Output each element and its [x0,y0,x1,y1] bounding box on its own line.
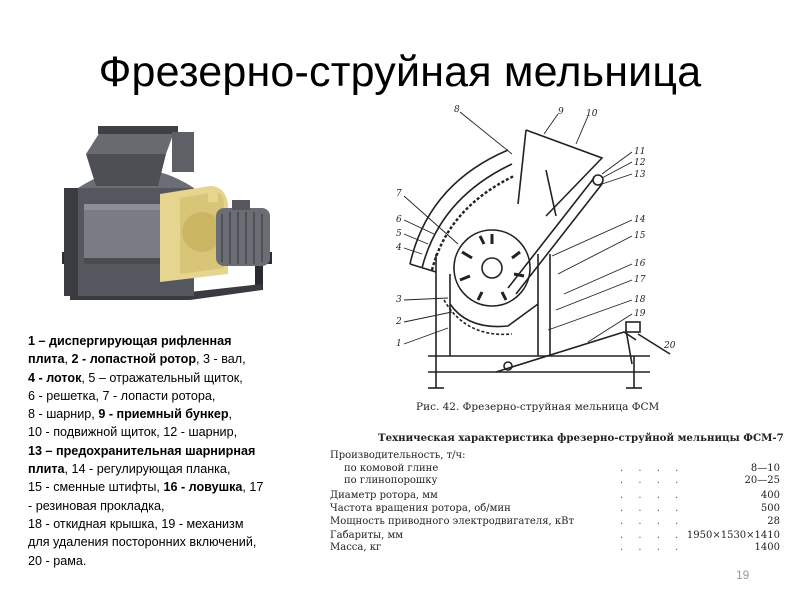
diagram-label-18: 18 [634,295,646,305]
spec-leader-dots: . . . . [620,516,685,527]
spec-leader-dots: . . . . [620,475,685,486]
legend-segment: , 17 [242,480,264,495]
legend-line [28,497,328,515]
page-number: 19 [736,568,750,582]
spec-leader-dots: . . . . [620,490,685,501]
spec-leader-dots: . . . . [620,503,685,514]
spec-row [330,490,780,502]
spec-row [330,516,780,528]
spec-value: 400 [760,490,780,501]
diagram-label-8: 8 [454,105,460,115]
diagram-label-2: 2 [396,317,402,327]
legend-segment: , 5 – отражательный щиток, [81,370,243,385]
legend-segment: 10 - подвижной щиток, 12 - шарнир, [28,425,238,440]
spec-row [330,475,780,487]
spec-row [330,450,780,462]
diagram-label-4: 4 [396,243,402,253]
legend-segment: 16 - ловушка [163,480,243,495]
legend-line [28,460,328,478]
diagram-label-14: 14 [634,215,646,225]
spec-leader-dots: . . . . [620,530,685,541]
diagram-caption: Рис. 42. Фрезерно-струйная мельница ФСМ [416,401,660,413]
spec-value: 1950×1530×1410 [686,530,780,541]
legend-segment: 8 - шарнир, [28,407,99,422]
legend-segment: , 3 - вал, [196,352,246,367]
mill-diagram [388,104,680,404]
spec-row [330,463,780,475]
spec-value: 20—25 [744,475,780,486]
legend-segment: - резиновая прокладка, [28,498,165,513]
spec-leader-dots: . . . . [620,542,685,553]
diagram-label-15: 15 [634,231,646,241]
legend-segment: , [64,352,72,367]
legend-segment: 20 - рама. [28,553,87,568]
legend-line [28,423,328,441]
diagram-label-17: 17 [634,275,646,285]
legend-segment: 1 – диспергирующая рифленная [28,334,232,348]
diagram-label-13: 13 [634,170,646,180]
legend-segment: для удаления посторонних включений, [28,535,257,550]
spec-label: Масса, кг [330,542,382,553]
spec-title: Техническая характеристика фрезерно-струйной мельницы ФСМ-7 [378,432,784,444]
legend-segment: плита [28,462,65,477]
legend-line [28,478,328,496]
diagram-label-11: 11 [634,147,646,157]
legend-segment: , 14 - регулирующая планка, [64,462,231,477]
diagram-label-7: 7 [396,189,402,199]
legend-segment: 6 - решетка, 7 - лопасти ротора, [28,388,216,403]
spec-row [330,503,780,515]
legend-line [28,350,328,368]
legend-line [28,405,328,423]
diagram-label-1: 1 [396,339,402,349]
spec-row [330,542,780,554]
legend-line [28,369,328,387]
diagram-label-5: 5 [396,229,402,239]
legend-segment: 18 - откидная крышка, 19 - механизм [28,516,244,531]
spec-value: 28 [767,516,780,527]
spec-label: по комовой глине [344,463,439,474]
spec-value: 1400 [754,542,780,553]
diagram-label-20: 20 [664,341,676,351]
diagram-label-3: 3 [396,295,402,305]
spec-table [330,432,784,562]
legend-segment: плита [28,352,65,367]
spec-value: 8—10 [750,463,780,474]
legend-line [28,387,328,405]
legend-line [28,515,328,533]
legend-line [28,332,328,350]
diagram-label-19: 19 [634,309,646,319]
spec-label: Мощность приводного электродвигателя, кВт [330,516,574,527]
slide-title: Фрезерно-струйная мельница [98,48,702,96]
mill-photo [40,124,290,324]
spec-label: Габариты, мм [330,530,404,541]
legend-segment: 4 - лоток [28,370,82,385]
legend-segment: 2 - лопастной ротор [71,352,197,367]
diagram-label-12: 12 [634,158,646,168]
spec-value: 500 [760,503,780,514]
spec-label: Частота вращения ротора, об/мин [330,503,511,514]
legend-line [28,533,328,551]
legend-segment: 13 – предохранительная шарнирная [28,443,256,458]
spec-leader-dots: . . . . [620,463,685,474]
legend-line [28,442,328,460]
spec-label: Производительность, т/ч: [330,450,466,461]
diagram-label-16: 16 [634,259,646,269]
legend-line [28,552,328,570]
diagram-label-10: 10 [586,109,598,119]
legend-segment: 9 - приемный бункер [98,407,229,422]
spec-row [330,530,780,542]
legend-segment: , [228,407,233,422]
parts-legend [28,332,328,570]
diagram-label-6: 6 [396,215,402,225]
spec-label: Диаметр ротора, мм [330,490,438,501]
spec-label: по глинопорошку [344,475,438,486]
legend-segment: 15 - сменные штифты, [28,480,164,495]
diagram-label-9: 9 [558,107,564,117]
